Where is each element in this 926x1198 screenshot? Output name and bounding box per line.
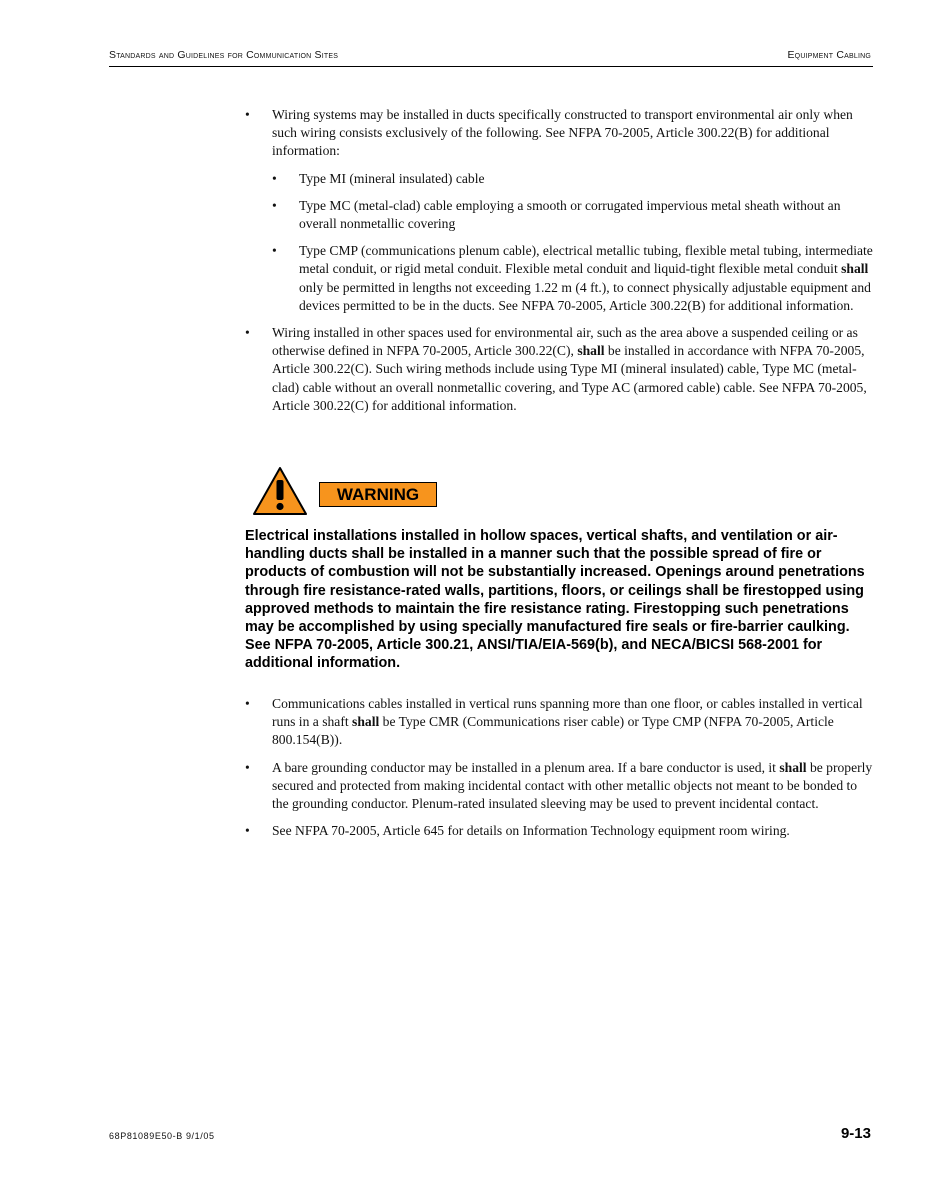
bullet-text-after: be properly secured and protected from making incidental contact with other metallic objects not meant to be bonded to the grounding conductor. Plenum-rated insulated sleeving may be used to prevent incidental contact.	[272, 759, 873, 812]
sub-bullet-text: Type MI (mineral insulated) cable	[299, 170, 485, 186]
bullet-item-ducts	[245, 106, 875, 161]
bullet-item-environmental-air	[245, 324, 875, 415]
emphasis-shall: shall	[577, 343, 605, 359]
sub-bullet-text-after: only be permitted in lengths not exceeding 1.22 m (4 ft.), to connect physically adjustable equipment and devices permitted to be in the ducts. See NFPA 70-2005, Article 300.22(B) for additional information.	[299, 279, 871, 313]
bullet-item-article-645	[245, 822, 875, 840]
bullet-text-before: A bare grounding conductor may be installed in a plenum area. If a bare conductor is used, it	[272, 759, 780, 775]
sub-bullet-item-mi	[272, 170, 875, 188]
bullet-icon: •	[245, 696, 250, 711]
bullet-icon: •	[245, 107, 250, 122]
sub-bullet-item-cmp	[272, 242, 875, 315]
bullet-item-vertical-runs	[245, 695, 875, 750]
bullet-icon: •	[272, 197, 277, 213]
bullet-text: See NFPA 70-2005, Article 645 for details on Information Technology equipment room wiring.	[272, 823, 790, 839]
sub-bullet-text: Type MC (metal-clad) cable employing a smooth or corrugated impervious metal sheath without an overall nonmetallic covering	[299, 197, 841, 232]
bullet-text-after: be installed in accordance with NFPA 70-2005, Article 300.22(C). Such wiring methods include using Type MI (mineral insulated) cable, Type MC (metal-clad) cable without an overall nonmetallic covering, and Type AC (armored cable) cable. See NFPA 70-2005, Article 300.22(C) for additional information.	[272, 343, 867, 413]
bullet-item-grounding-conductor	[245, 759, 875, 814]
warning-triangle-icon	[252, 466, 308, 516]
bullet-text-before: Wiring installed in other spaces used for environmental air, such as the area above a suspended ceiling or as otherwise defined in NFPA 70-2005, Article 300.22(C),	[272, 325, 858, 359]
bullet-icon: •	[272, 243, 277, 259]
sub-bullet-item-mc	[272, 197, 875, 233]
page-number: 9-13	[840, 1125, 871, 1142]
emphasis-shall: shall	[352, 714, 380, 730]
bullet-icon: •	[245, 823, 250, 839]
footer-document-id: 68P81089E50-B 9/1/05	[109, 1131, 215, 1141]
bullet-text-after: be Type CMR (Communications riser cable) or Type CMP (NFPA 70-2005, Article 800.154(B)).	[272, 714, 834, 748]
running-header-title: Standards and Guidelines for Communication Sites	[109, 49, 339, 61]
bullet-text-before: Communications cables installed in vertical runs spanning more than one floor, or cables installed in vertical runs in a shaft	[272, 696, 863, 730]
header-divider	[109, 66, 873, 67]
sub-bullet-text-before: Type CMP (communications plenum cable), electrical metallic tubing, flexible metal tubing, intermediate metal conduit, or rigid metal conduit. Flexible metal conduit and liquid-tight flexible metal conduit	[299, 243, 873, 277]
emphasis-shall: shall	[779, 759, 807, 775]
emphasis-shall: shall	[841, 261, 869, 277]
bullet-text: Wiring systems may be installed in ducts specifically constructed to transport environmental air only when such wiring consists exclusively of the following. See NFPA 70-2005, Article 300.22(B) for additional information:	[272, 107, 853, 159]
bullet-icon: •	[245, 759, 250, 775]
bullet-icon: •	[272, 170, 277, 186]
upper-bullet-list	[245, 106, 875, 415]
bullet-icon: •	[245, 325, 250, 341]
warning-label: WARNING	[319, 482, 437, 507]
warning-text: Electrical installations installed in hollow spaces, vertical shafts, and ventilation or air-handling ducts shall be installed in a manner such that the possible spread of fire or products of combustion will not be substantially increased. Openings around penetrations through fire resistance-rated walls, partitions, floors, or ceilings shall be firestopped using approved methods to maintain the fire resistance rating. Firestopping such penetrations may be accomplished by using specially manufactured fire seals or fire-barrier caulking. See NFPA 70-2005, Article 300.21, ANSI/TIA/EIA-569(b), and NECA/BICSI 568-2001 for additional information.	[245, 528, 865, 672]
lower-bullet-list	[245, 695, 875, 840]
running-header-section: Equipment Cabling	[787, 49, 871, 61]
